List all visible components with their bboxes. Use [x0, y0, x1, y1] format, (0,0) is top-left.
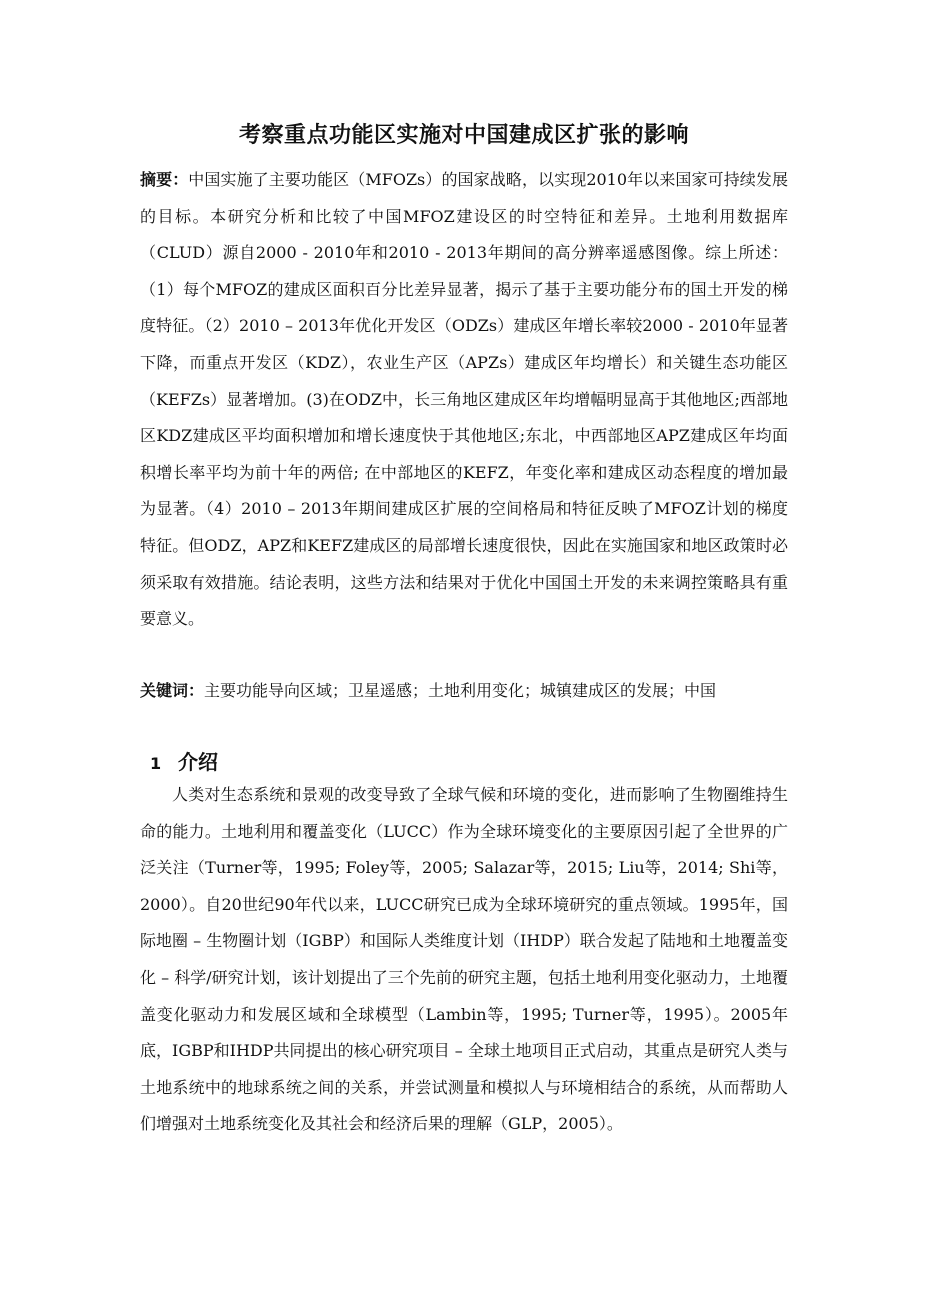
intro-paragraph: 人类对生态系统和景观的改变导致了全球气候和环境的变化，进而影响了生物圈维持生命的能力。土地利用和覆盖变化（LUCC）作为全球环境变化的主要原因引起了全世界的广泛关注（Turner等，1995; Foley等，2005; Salazar等，2015; Liu等，2014; Shi等，2000）。自20世纪90年代以来，LUCC研究已成为全球环境研究的重点领域。1995年，国际地圈 – 生物圈计划（IGBP）和国际人类维度计划（IHDP）联合发起了陆地和土地覆盖变化 – 科学/研究计划，该计划提出了三个先前的研究主题，包括土地利用变化驱动力，土地覆盖变化驱动力和发展区域和全球模型（Lambin等，1995; Turner等，1995）。2005年底，IGBP和IHDP共同提出的核心研究项目 – 全球土地项目正式启动，其重点是研究人类与土地系统中的地球系统之间的关系，并尝试测量和模拟人与环境相结合的系统，从而帮助人们增强对土地系统变化及其社会和经济后果的理解（GLP，2005）。 [140, 785, 788, 1134]
paper-title: 考察重点功能区实施对中国建成区扩张的影响 [238, 123, 689, 148]
keywords-label: 关键词： [140, 681, 205, 700]
abstract-paragraph [140, 162, 788, 638]
abstract-label: 摘要： [140, 170, 189, 189]
keywords-text: 主要功能导向区域；卫星遥感；土地利用变化；城镇建成区的发展；中国 [204, 681, 717, 700]
keywords-paragraph [140, 673, 788, 710]
section-number: 1 [150, 754, 162, 773]
abstract-text: 中国实施了主要功能区（MFOZs）的国家战略，以实现2010年以来国家可持续发展的目标。本研究分析和比较了中国MFOZ建设区的时空特征和差异。土地利用数据库（CLUD）源自2000 - 2010年和2010 - 2013年期间的高分辨率遥感图像。综上所述：（1）每个MFOZ的建成区面积百分比差异显著，揭示了基于主要功能分布的国土开发的梯度特征。（2）2010 – 2013年优化开发区（ODZs）建成区年增长率较2000 - 2010年显著下降，而重点开发区（KDZ），农业生产区（APZs）建成区年均增长）和关键生态功能区（KEFZs）显著增加。(3)在ODZ中，长三角地区建成区年均增幅明显高于其他地区;西部地区KDZ建成区平均面积增加和增长速度快于其他地区;东北，中西部地区APZ建成区年均面积增长率平均为前十年的两倍; 在中部地区的KEFZ，年变化率和建成区动态程度的增加最为显著。（4）2010 – 2013年期间建成区扩展的空间格局和特征反映了MFOZ计划的梯度特征。但ODZ，APZ和KEFZ建成区的局部增长速度很快，因此在实施国家和地区政策时必须采取有效措施。结论表明，这些方法和结果对于优化中国国土开发的未来调控策略具有重要意义。 [140, 170, 788, 629]
section-title: 介绍 [178, 750, 218, 774]
